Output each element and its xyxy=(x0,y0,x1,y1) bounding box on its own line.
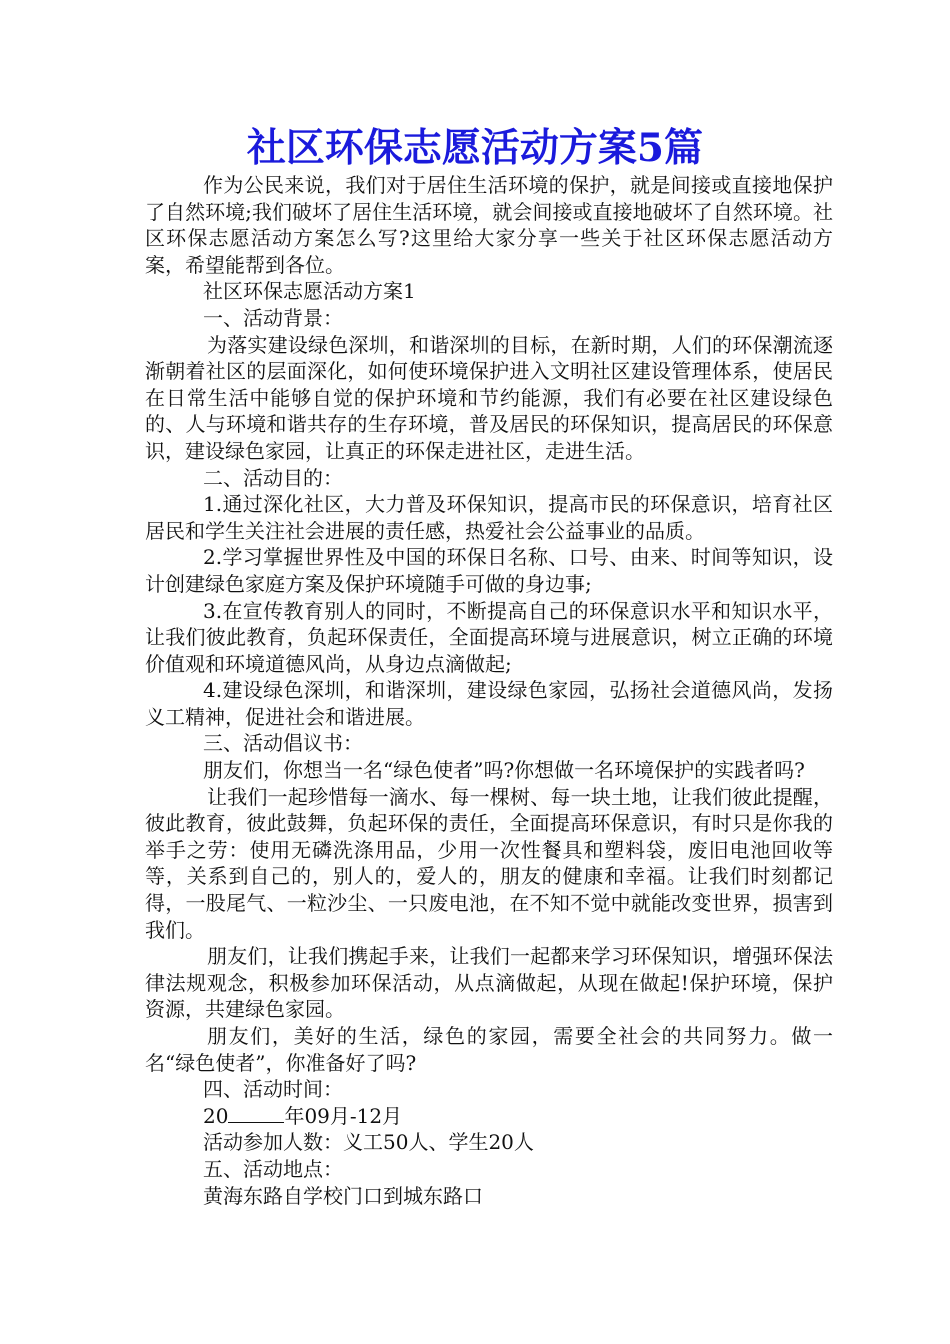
section-heading-purpose: 二、活动目的： xyxy=(203,465,343,490)
section-heading-location: 五、活动地点： xyxy=(203,1156,343,1181)
section-heading-time: 四、活动时间： xyxy=(203,1077,343,1102)
time-suffix: 年09月-12月 xyxy=(284,1103,403,1128)
fill-in-blank xyxy=(228,1104,284,1123)
document-body xyxy=(145,172,833,1209)
activity-location: 黄海东路自学校门口到城东路口 xyxy=(203,1183,483,1208)
background-paragraph: 为落实建设绿色深圳，和谐深圳的目标，在新时期，人们的环保潮流逐渐朝着社区的层面深化，如何使环境保护进入文明社区建设管理体系，使居民在日常生活中能够自觉的保护环境和节约能源，我们有必要在社区建设绿色的、人与环境和谐共存的生存环境，普及居民的环保知识，提高居民的环保意识，建设绿色家园，让真正的环保走进社区，走进生活。 xyxy=(145,332,833,463)
purpose-item: 1.通过深化社区，大力普及环保知识，提高市民的环保意识，培育社区居民和学生关注社会进展的责任感，热爱社会公益事业的品质。 xyxy=(145,492,833,543)
intro-paragraph: 作为公民来说，我们对于居住生活环境的保护，就是间接或直接地保护了自然环境;我们破坏了居住生活环境，就会间接或直接地破坏了自然环境。社区环保志愿活动方案怎么写?这里给大家分享一些关于社区环保志愿活动方案，希望能帮到各位。 xyxy=(145,173,833,277)
proposal-paragraph: 朋友们，你想当一名“绿色使者”吗?你想做一名环境保护的实践者吗? xyxy=(203,758,805,783)
purpose-item: 4.建设绿色深圳，和谐深圳，建设绿色家园，弘扬社会道德风尚，发扬义工精神，促进社会和谐进展。 xyxy=(145,678,833,729)
activity-time xyxy=(145,1103,833,1130)
proposal-paragraph: 朋友们，美好的生活，绿色的家园，需要全社会的共同努力。做一名“绿色使者”，你准备好了吗? xyxy=(145,1024,833,1075)
purpose-item: 2.学习掌握世界性及中国的环保日名称、口号、由来、时间等知识，设计创建绿色家庭方案及保护环境随手可做的身边事; xyxy=(145,545,833,596)
proposal-paragraph: 朋友们，让我们携起手来，让我们一起都来学习环保知识，增强环保法律法规观念，积极参加环保活动，从点滴做起，从现在做起!保护环境，保护资源，共建绿色家园。 xyxy=(145,944,833,1022)
purpose-item: 3.在宣传教育别人的同时，不断提高自己的环保意识水平和知识水平，让我们彼此教育，负起环保责任，全面提高环境与进展意识，树立正确的环境价值观和环境道德风尚，从身边点滴做起; xyxy=(145,598,833,676)
section-heading-background: 一、活动背景： xyxy=(203,305,343,330)
section-heading-proposal: 三、活动倡议书： xyxy=(203,731,363,756)
plan-heading: 社区环保志愿活动方案1 xyxy=(203,279,416,304)
document-title: 社区环保志愿活动方案5篇 xyxy=(246,125,704,171)
proposal-paragraph: 让我们一起珍惜每一滴水、每一棵树、每一块土地，让我们彼此提醒，彼此教育，彼此鼓舞，负起环保的责任，全面提高环保意识，有时只是你我的举手之劳：使用无磷洗涤用品，少用一次性餐具和塑料袋，废旧电池回收等等，关系到自己的，别人的，爱人的，朋友的健康和幸福。让我们时刻都记得，一股尾气、一粒沙尘、一只废电池，在不知不觉中就能改变世界，损害到我们。 xyxy=(145,784,833,942)
activity-participants: 活动参加人数：义工50人、学生20人 xyxy=(203,1130,534,1155)
time-prefix: 20 xyxy=(203,1103,229,1128)
